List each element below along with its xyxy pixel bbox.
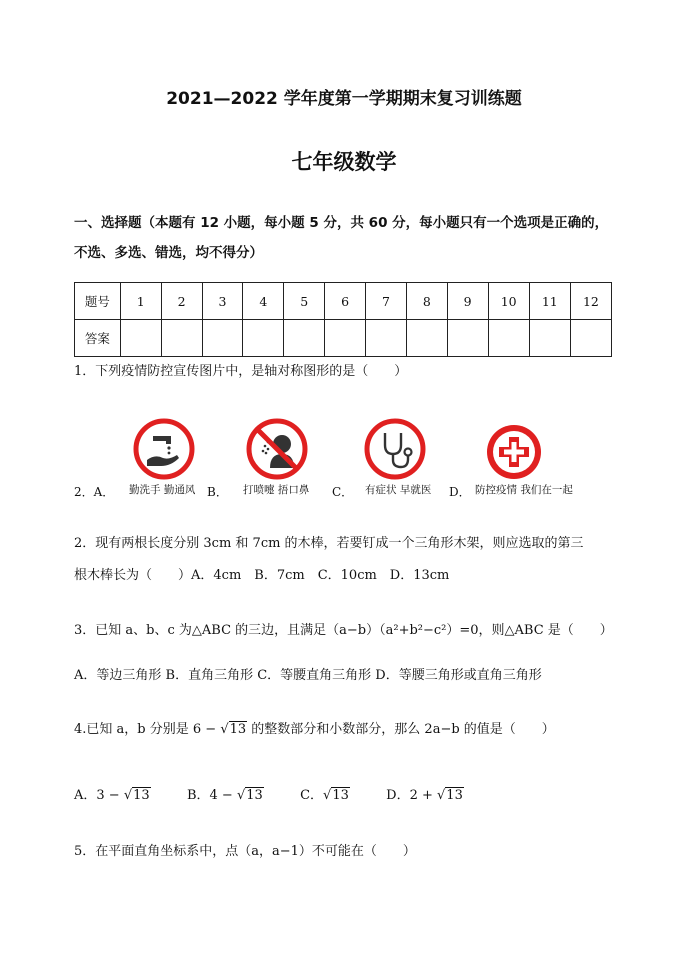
question-4-part2: 的整数部分和小数部分，那么 2a−b 的值是（ ）	[247, 722, 555, 737]
table-cell: 10	[488, 283, 529, 320]
answer-cell[interactable]	[488, 320, 529, 357]
stethoscope-sign-icon	[364, 418, 426, 480]
table-cell: 4	[243, 283, 284, 320]
question-3-line2: A．等边三角形 B．直角三角形 C．等腰直角三角形 D．等腰三角形或直角三角形	[74, 668, 542, 683]
question-2-line2: 根木棒长为（ ）A．4cm B．7cm C．10cm D．13cm	[74, 568, 450, 583]
question-4-radicand: 13	[229, 722, 247, 737]
exam-subtitle: 七年级数学	[291, 150, 397, 174]
q4-option-b-radicand: 13	[246, 788, 263, 803]
answer-table-row-numbers	[75, 283, 612, 320]
question-2-line1: 2．现有两根长度分别 3cm 和 7cm 的木棒，若要钉成一个三角形木架，则应选取的第三	[74, 536, 584, 551]
answer-cell[interactable]	[570, 320, 611, 357]
question-1-text: 1．下列疫情防控宣传图片中，是轴对称图形的是（ ）	[74, 364, 408, 379]
answer-cell[interactable]	[284, 320, 325, 357]
answer-cell[interactable]	[325, 320, 366, 357]
answer-cell[interactable]	[243, 320, 284, 357]
q4-option-c-radicand: 13	[332, 788, 349, 803]
option-a-label: 2．A．	[74, 485, 115, 499]
q4-option-b: B．4 − √13	[186, 788, 263, 803]
q4-option-d-radicand: 13	[446, 788, 463, 803]
answer-table-row-answers	[75, 320, 612, 357]
answer-cell[interactable]	[447, 320, 488, 357]
table-cell: 5	[284, 283, 325, 320]
answer-cell[interactable]	[120, 320, 161, 357]
answer-cell[interactable]	[529, 320, 570, 357]
table-cell: 12	[570, 283, 611, 320]
q4-option-a-label: A．3 −	[74, 788, 124, 803]
answer-table	[74, 282, 612, 357]
caption-see-doctor: 有症状 早就医	[365, 484, 432, 496]
answer-cell[interactable]	[161, 320, 202, 357]
option-c-label: C．	[332, 485, 354, 499]
q4-option-c-label: C．	[300, 788, 324, 803]
caption-fight-together: 防控疫情 我们在一起	[475, 484, 573, 496]
question-3-line1: 3．已知 a、b、c 为△ABC 的三边，且满足（a−b）（a²+b²−c²）=0，则△ABC 是（ ）	[74, 623, 613, 638]
q4-option-a-radicand: 13	[133, 788, 150, 803]
caption-cover-sneeze: 打喷嚏 捂口鼻	[243, 484, 310, 496]
q4-option-c: C．√13	[300, 788, 349, 803]
table-cell: 1	[120, 283, 161, 320]
exam-title: 2021—2022 学年度第一学期期末复习训练题	[166, 89, 522, 109]
table-cell: 8	[406, 283, 447, 320]
answer-cell[interactable]	[406, 320, 447, 357]
red-cross-sign-icon	[485, 423, 543, 481]
table-cell: 7	[366, 283, 407, 320]
q4-option-d: D．2 + √13	[386, 788, 463, 803]
no-sneeze-sign-icon	[246, 418, 308, 480]
hand-wash-sign-icon	[133, 418, 195, 480]
answer-cell[interactable]	[202, 320, 243, 357]
table-cell: 6	[325, 283, 366, 320]
section-heading-line2: 不选、多选、错选，均不得分）	[74, 245, 263, 261]
option-b-label: B．	[207, 485, 228, 499]
row-label-question-number: 题号	[75, 283, 121, 320]
caption-wash-hands: 勤洗手 勤通风	[129, 484, 196, 496]
q4-option-a: A．3 − √13	[74, 788, 150, 803]
row-label-answer: 答案	[75, 320, 121, 357]
table-cell: 9	[447, 283, 488, 320]
answer-cell[interactable]	[366, 320, 407, 357]
table-cell: 2	[161, 283, 202, 320]
option-d-label: D．	[449, 485, 471, 499]
section-heading-line1: 一、选择题（本题有 12 小题，每小题 5 分，共 60 分，每小题只有一个选项是正确的，	[74, 215, 609, 231]
q4-option-d-label: D．2 +	[386, 788, 437, 803]
question-4-part1: 4.已知 a，b 分别是 6 −	[74, 722, 221, 737]
table-cell: 3	[202, 283, 243, 320]
q4-option-b-label: B．4 −	[186, 788, 237, 803]
table-cell: 11	[529, 283, 570, 320]
question-4-text: 4.已知 a，b 分别是 6 − √13 的整数部分和小数部分，那么 2a−b 的值是（ ）	[74, 722, 555, 737]
question-5-text: 5．在平面直角坐标系中，点（a，a−1）不可能在（ ）	[74, 844, 416, 859]
question-4-options	[74, 786, 464, 806]
